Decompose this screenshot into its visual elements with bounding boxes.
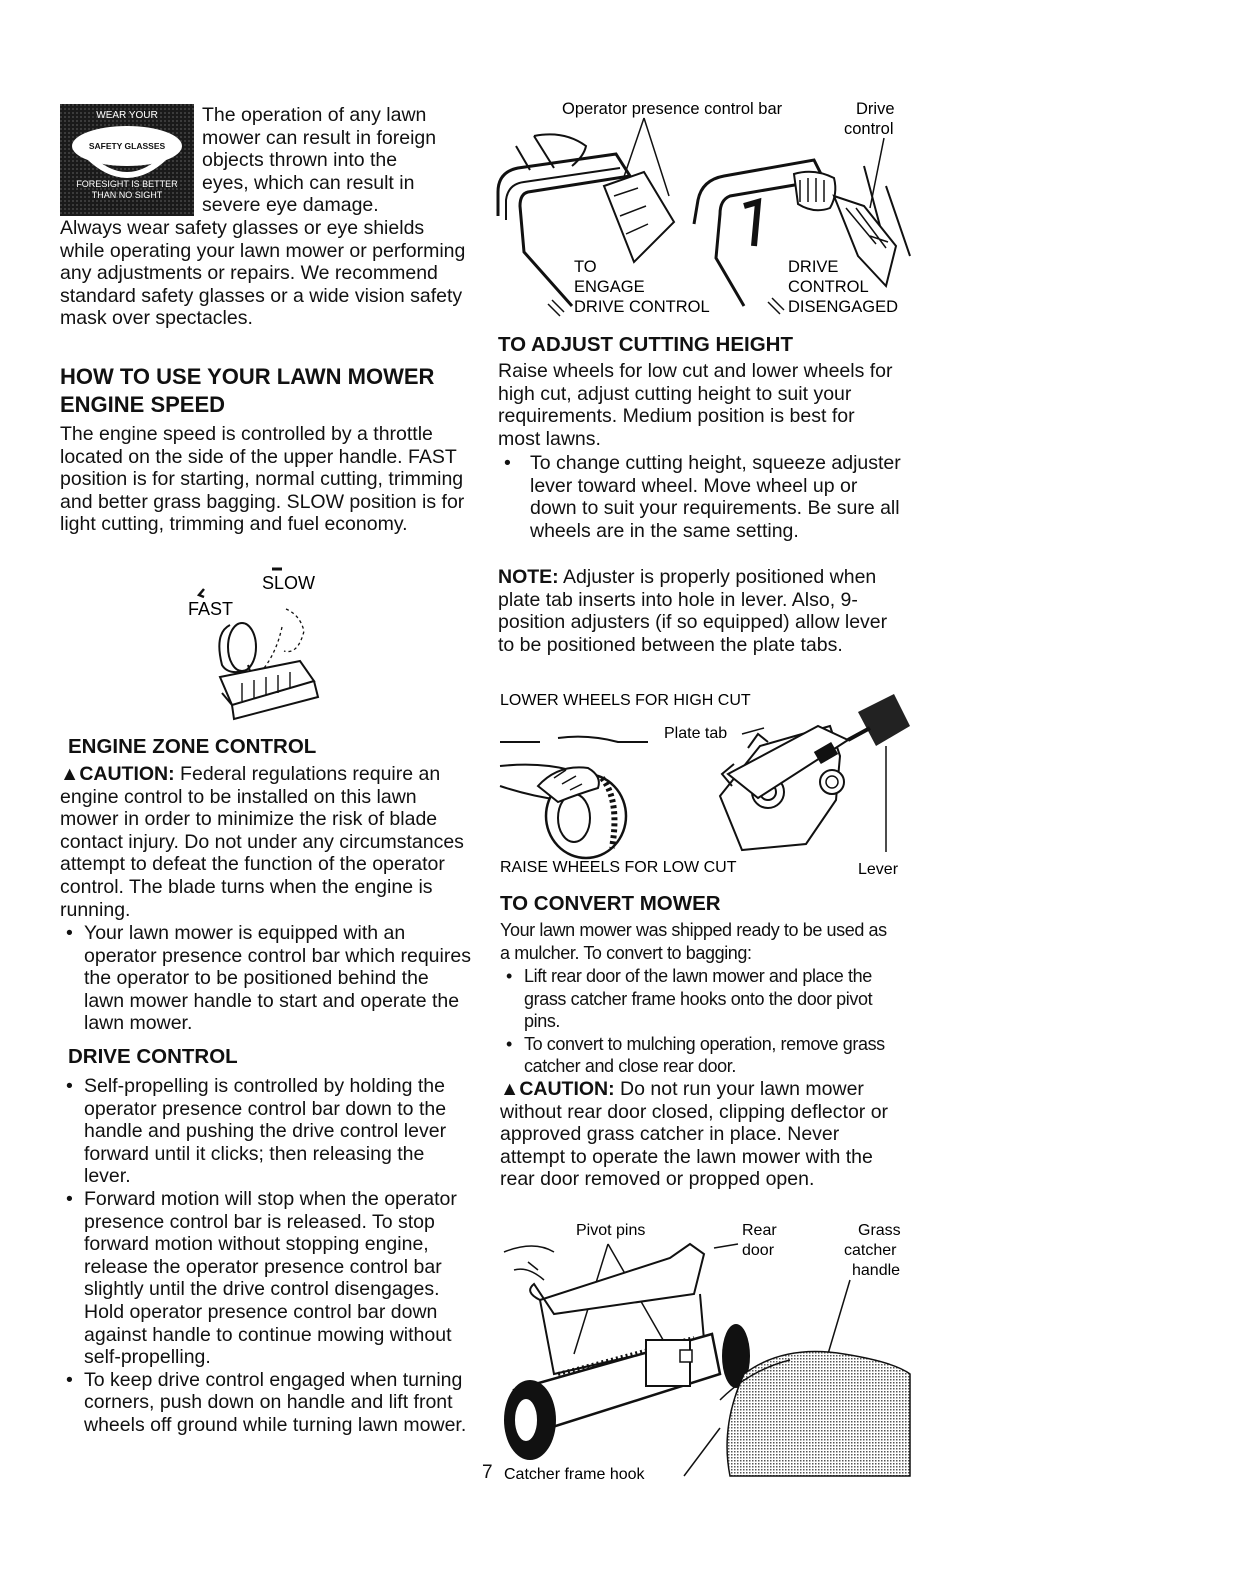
convert-caution: [500, 1078, 900, 1191]
list-item: • Lift rear door of the lawn mower and place the grass catcher frame hooks onto the door pivot pins.: [506, 966, 873, 1032]
cutting-height-bullets: [500, 452, 902, 542]
throttle-figure: [186, 565, 356, 735]
cutting-height-text: Raise wheels for low cut and lower wheels for high cut, adjust cutting height to suit your requirements. Medium position is best for most lawns.: [498, 360, 893, 450]
control-upper-label: CONTROL: [788, 278, 869, 296]
plate-tab-label: Plate tab: [664, 725, 728, 742]
lever-label: Lever: [858, 861, 899, 878]
engine-zone-caution: [60, 763, 474, 921]
badge-line-3: FORESIGHT IS BETTER: [76, 179, 178, 189]
caution-text: Do not run your lawn mower without rear door closed, clipping deflector or approved grass catcher in place. Never attempt to operate the lawn mower with the rear door removed or propped open.: [500, 1078, 889, 1191]
intro-line: severe eye damage.: [202, 194, 379, 217]
intro-continuation: Always wear safety glasses or eye shields while operating your lawn mower or performing any adjustments or repairs. We recommend standard safety glasses or a wide vision safety mask over spectacles.: [60, 217, 466, 330]
intro-line: The operation of any lawn: [202, 104, 427, 126]
cutting-height-note: [498, 566, 908, 656]
intro-line: eyes, which can result in: [202, 171, 415, 194]
drive-label: Drive: [856, 100, 895, 118]
caution-icon: ▲: [60, 763, 80, 785]
fast-label: FAST: [188, 599, 234, 619]
catcher-label: catcher: [844, 1242, 897, 1259]
engine-zone-bullets: [62, 922, 474, 1035]
drive-upper-label: DRIVE: [788, 258, 839, 276]
engage-label: ENGAGE: [574, 278, 645, 296]
slow-label: SLOW: [262, 573, 316, 593]
intro-short-lines: [202, 104, 492, 217]
safety-glasses-badge: [60, 104, 194, 216]
convert-bullets: [502, 965, 906, 1078]
note-text: Adjuster is properly positioned when plate tab inserts into hole in lever. Also, 9-position adjusters (if so equipped) allow lever to be positioned between the plate tabs.: [498, 566, 888, 656]
grass-label: Grass: [858, 1222, 901, 1239]
grass-catcher-illustration: [494, 1214, 914, 1484]
list-item: • To change cutting height, squeeze adjuster lever toward wheel. Move wheel up or down to suit your requirements. Be sure all wheels are in the same setting.: [504, 452, 901, 542]
drive-control-bullets: [62, 1075, 476, 1437]
door-label: door: [742, 1242, 775, 1259]
control-label: control: [844, 120, 894, 138]
badge-line-4: THAN NO SIGHT: [91, 190, 163, 200]
badge-line-1: WEAR YOUR: [96, 110, 158, 121]
list-item: • Forward motion will stop when the operator presence control bar is released. To stop forward motion without stopping engine, release the operator presence control bar slightly until the drive control disengages. Hold operator presence control bar down against handle to continue mowing without self-propelling.: [66, 1187, 457, 1369]
caution-label: CAUTION:: [79, 763, 175, 785]
disengaged-label: DISENGAGED: [788, 298, 899, 316]
convert-text: Your lawn mower was shipped ready to be used as a mulcher. To convert to bagging:: [500, 920, 887, 963]
grass-catcher-figure: [494, 1214, 914, 1484]
caution-label: CAUTION:: [519, 1078, 615, 1100]
engine-zone-heading: ENGINE ZONE CONTROL: [68, 735, 317, 758]
intro-line: mower can result in foreign: [202, 126, 437, 149]
throttle-illustration: [186, 565, 356, 735]
handle-label: handle: [852, 1262, 901, 1279]
wheel-adjust-illustration: [498, 686, 918, 882]
how-to-use-heading: HOW TO USE YOUR LAWN MOWER: [60, 364, 435, 389]
drive-control-figure: [494, 96, 914, 324]
opc-bar-label: Operator presence control bar: [562, 100, 783, 118]
cutting-height-heading: TO ADJUST CUTTING HEIGHT: [498, 333, 793, 356]
pivot-pins-label: Pivot pins: [576, 1222, 646, 1239]
page-number: 7: [482, 1462, 493, 1483]
catcher-frame-hook-label: Catcher frame hook: [504, 1466, 645, 1483]
drive-control-heading: DRIVE CONTROL: [68, 1045, 238, 1068]
safety-glasses-icon: [60, 104, 194, 216]
list-item: • Self-propelling is controlled by holding the operator presence control bar down to the handle and pushing the drive control lever forward until it clicks; then releasing the lever.: [66, 1075, 447, 1188]
engine-speed-heading: ENGINE SPEED: [60, 392, 226, 417]
note-label: NOTE:: [498, 566, 559, 588]
drive-control-label: DRIVE CONTROL: [574, 298, 710, 316]
lower-wheels-label: LOWER WHEELS FOR HIGH CUT: [500, 692, 751, 709]
list-item: • To convert to mulching operation, remove grass catcher and close rear door.: [506, 1033, 885, 1077]
wheel-adjust-figure: [498, 686, 918, 882]
intro-line: objects thrown into the: [202, 149, 398, 172]
convert-heading: TO CONVERT MOWER: [500, 892, 721, 915]
list-item: • To keep drive control engaged when turning corners, push down on handle and lift front wheels off ground while turning lawn mower.: [66, 1368, 467, 1436]
rear-label: Rear: [742, 1222, 777, 1239]
list-item: • Your lawn mower is equipped with an operator presence control bar which requires the operator to be positioned behind the lawn mower handle to start and operate the lawn mower.: [66, 922, 471, 1035]
to-label: TO: [574, 258, 597, 276]
raise-wheels-label: RAISE WHEELS FOR LOW CUT: [500, 859, 737, 876]
badge-line-2: SAFETY GLASSES: [88, 141, 166, 151]
caution-text: Federal regulations require an engine control to be installed on this lawn mower in order to minimize the risk of blade contact injury. Do not under any circumstances attempt to defeat the function of the operator control. The blade turns when the engine is running.: [60, 763, 464, 921]
engine-speed-text: The engine speed is controlled by a throttle located on the side of the upper handle. FAST position is for starting, normal cutting, trimming and better grass bagging. SLOW position is for light cutting, trimming and fuel economy.: [60, 423, 465, 536]
drive-control-illustration: [494, 96, 914, 324]
caution-icon: ▲: [500, 1078, 520, 1100]
